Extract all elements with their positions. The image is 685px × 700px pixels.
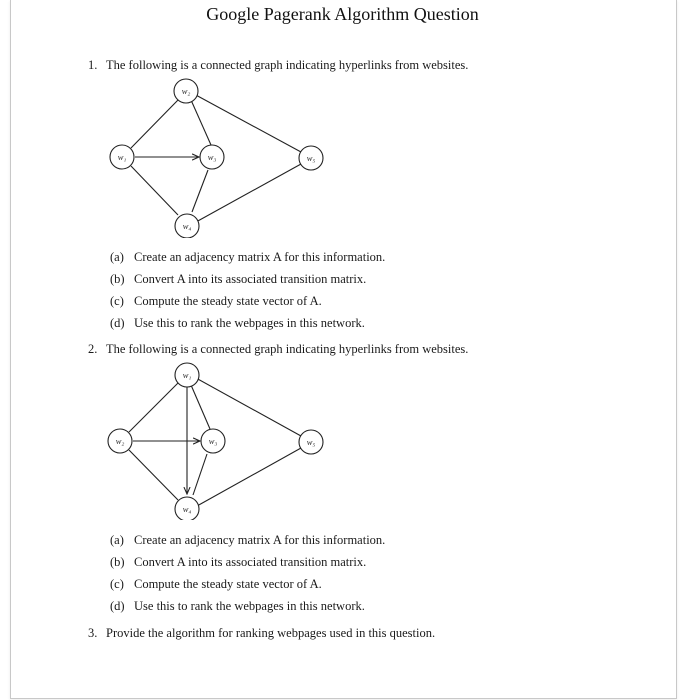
q1-part-c: (c) Compute the steady state vector of A. [110, 294, 322, 308]
question-text: The following is a connected graph indicating hyperlinks from websites. [106, 342, 469, 356]
edge-w3-w4 [192, 170, 208, 212]
q1-part-d: (d) Use this to rank the webpages in this network. [110, 316, 365, 330]
svg-text:w₅: w₅ [306, 153, 316, 163]
q1-part-a: (a) Create an adjacency matrix A for this information. [110, 250, 386, 264]
svg-text:w₄: w₄ [182, 221, 192, 231]
svg-text:w₅: w₅ [306, 437, 316, 447]
svg-text:w₃: w₃ [207, 152, 217, 162]
edge-w1-w2 [131, 100, 178, 148]
q2-part-c: (c) Compute the steady state vector of A. [110, 577, 322, 591]
node-w4 [175, 497, 199, 520]
question-3 [88, 626, 435, 641]
node-w3 [201, 429, 225, 453]
node-w1 [110, 145, 134, 169]
question-text: Provide the algorithm for ranking webpages used in this question. [106, 626, 436, 640]
question-1 [88, 58, 468, 73]
node-w3 [200, 145, 224, 169]
question-number: 2. [88, 342, 98, 356]
graph-1 [0, 78, 685, 238]
edge-w1-w4 [131, 166, 178, 215]
q2-part-b: (b) Convert A into its associated transition matrix. [110, 555, 367, 569]
graph-2 [0, 360, 685, 520]
edge-w1-w5 [196, 378, 301, 436]
edge-w2-w4 [129, 450, 178, 500]
edge-w2-w1 [129, 382, 179, 432]
node-w4 [175, 214, 199, 238]
edge-w4-w5 [196, 164, 301, 222]
edge-w3-w4 [193, 454, 207, 495]
node-w2 [174, 79, 198, 103]
edge-w2-w3 [191, 100, 211, 145]
edge-w1-w3 [191, 385, 210, 429]
question-2 [88, 342, 468, 357]
svg-text:w₁: w₁ [117, 152, 127, 162]
question-number: 3. [88, 626, 98, 640]
svg-text:w₃: w₃ [208, 436, 218, 446]
node-w2 [108, 429, 132, 453]
node-w5 [299, 146, 323, 170]
svg-text:w₄: w₄ [182, 504, 192, 514]
q1-part-b: (b) Convert A into its associated transition matrix. [110, 272, 367, 286]
q2-part-d: (d) Use this to rank the webpages in this network. [110, 599, 365, 613]
svg-text:w₂: w₂ [181, 86, 191, 96]
node-w1 [175, 363, 199, 387]
q2-part-a: (a) Create an adjacency matrix A for this information. [110, 533, 386, 547]
svg-text:w₂: w₂ [115, 436, 125, 446]
svg-text:w₁: w₁ [182, 370, 192, 380]
page-title: Google Pagerank Algorithm Question [206, 4, 479, 24]
node-w5 [299, 430, 323, 454]
question-text: The following is a connected graph indicating hyperlinks from websites. [106, 58, 469, 72]
question-number: 1. [88, 58, 98, 72]
edge-w4-w5 [197, 448, 301, 506]
